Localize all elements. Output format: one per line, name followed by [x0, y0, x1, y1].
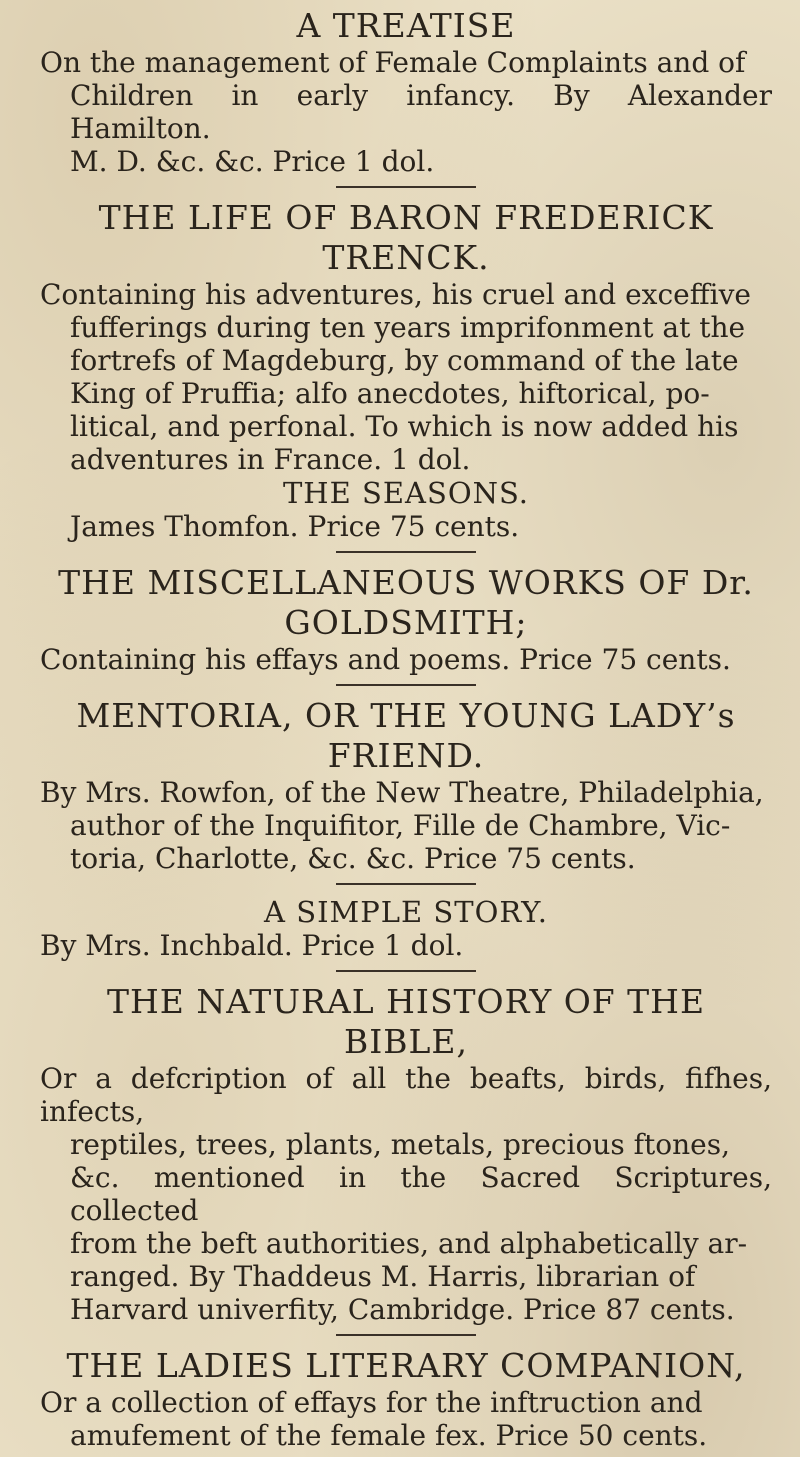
divider-rule [336, 684, 476, 686]
divider-rule [336, 186, 476, 188]
entry-simple-story [40, 895, 772, 962]
description-line: fortrefs of Magdeburg, by command of the late [70, 344, 739, 377]
entry-treatise [40, 6, 772, 178]
entry-natural-history-bible [40, 982, 772, 1326]
entry-description [40, 643, 772, 676]
description-line: Or a collection of effays for the inftruction and [40, 1386, 703, 1419]
description-line: reptiles, trees, plants, metals, precious ftones, [70, 1128, 730, 1161]
description-line: King of Pruffia; alfo anecdotes, hiftorical, po- [70, 377, 710, 410]
entry-description [40, 1386, 772, 1452]
divider-rule [336, 551, 476, 553]
entry-description [40, 278, 772, 476]
description-line: By Mrs. Rowfon, of the New Theatre, Philadelphia, [40, 776, 764, 809]
description-line: Containing his adventures, his cruel and exceffive [40, 278, 751, 311]
entry-title: MENTORIA, OR THE YOUNG LADY’s [76, 696, 736, 735]
entry-mentoria [40, 696, 772, 875]
entry-title: A TREATISE [296, 6, 516, 45]
entry-title-continued: BIBLE, [343, 1022, 469, 1061]
entry-description [40, 510, 772, 543]
description-line: Containing his effays and poems. Price 75 cents. [40, 643, 731, 676]
description-line: &c. mentioned in the Sacred Scriptures, collected [70, 1161, 772, 1227]
entry-title: THE LIFE OF BARON FREDERICK [98, 198, 714, 237]
entry-title: THE NATURAL HISTORY OF THE [106, 982, 706, 1021]
description-line: James Thomfon. Price 75 cents. [70, 510, 520, 543]
entry-description [40, 929, 772, 962]
divider-rule [336, 883, 476, 885]
description-line: toria, Charlotte, &c. &c. Price 75 cents. [70, 842, 636, 875]
entry-description [40, 46, 772, 178]
divider-rule [336, 970, 476, 972]
entry-goldsmith [40, 563, 772, 676]
description-line: Children in early infancy. By Alexander Hamilton. [70, 79, 772, 145]
description-line: By Mrs. Inchbald. Price 1 dol. [40, 929, 464, 962]
description-line: fufferings during ten years imprifonment at the [70, 311, 746, 344]
entry-ladies-literary-companion [40, 1346, 772, 1452]
description-line: from the beft authorities, and alphabetically ar- [70, 1227, 748, 1260]
entry-life-of-trenck [40, 198, 772, 476]
entry-description [40, 776, 772, 875]
entry-title-continued: FRIEND. [327, 736, 485, 775]
entry-title: THE SEASONS. [282, 476, 530, 510]
entry-description [40, 1062, 772, 1326]
entry-title: THE MISCELLANEOUS WORKS OF Dr. [58, 563, 754, 602]
description-line: On the management of Female Complaints and of [40, 46, 746, 79]
entry-seasons [40, 476, 772, 543]
entry-title: THE LADIES LITERARY COMPANION, [66, 1346, 746, 1385]
description-line: ranged. By Thaddeus M. Harris, librarian of [70, 1260, 696, 1293]
description-line: litical, and perfonal. To which is now added his [70, 410, 739, 443]
description-line: adventures in France. 1 dol. [70, 443, 471, 476]
description-line: author of the Inquifitor, Fille de Chambre, Vic- [70, 809, 731, 842]
description-line: amufement of the female fex. Price 50 cents. [70, 1419, 708, 1452]
description-line: M. D. &c. &c. Price 1 dol. [70, 145, 435, 178]
description-line: Harvard univerfity, Cambridge. Price 87 cents. [70, 1293, 735, 1326]
description-line: Or a defcription of all the beafts, birds, fifhes, infects, [40, 1062, 772, 1128]
entry-title-continued: GOLDSMITH; [284, 603, 528, 642]
entry-title-continued: TRENCK. [322, 238, 490, 277]
entry-title: A SIMPLE STORY. [264, 895, 548, 929]
divider-rule [336, 1334, 476, 1336]
